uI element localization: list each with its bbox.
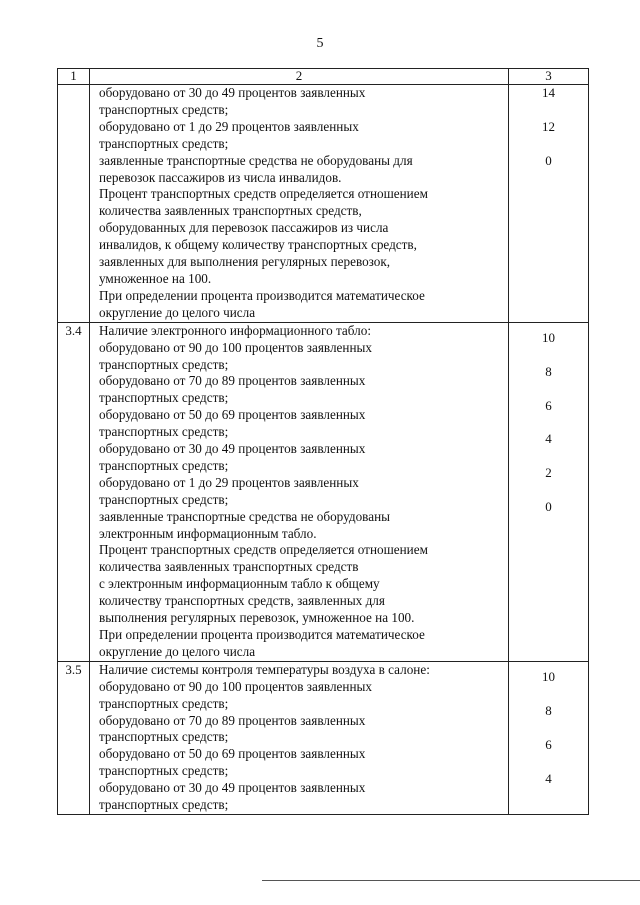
score-cell [509, 85, 589, 323]
row-number [58, 85, 90, 323]
text-line: оборудовано от 90 до 100 процентов заявленных [99, 678, 372, 694]
score-cell [509, 661, 589, 814]
score-value: 8 [545, 702, 552, 718]
text-line: округление до целого числа [99, 304, 256, 320]
score-value: 4 [545, 431, 552, 447]
row-number: 3.4 [58, 322, 90, 661]
text-line: оборудовано от 70 до 89 процентов заявленных [99, 712, 366, 728]
score-cell [509, 322, 589, 661]
text-line: Процент транспортных средств определяется отношением [99, 186, 428, 202]
text-line: транспортных средств; [99, 101, 229, 117]
score-value: 4 [545, 770, 552, 786]
header-col-2: 2 [90, 69, 509, 85]
text-line: транспортных средств; [99, 491, 229, 507]
criteria-table [57, 68, 589, 815]
text-line: транспортных средств; [99, 356, 229, 372]
text-line: транспортных средств; [99, 797, 229, 813]
text-line: количества заявленных транспортных средств [99, 559, 359, 575]
text-line: заявленных для выполнения регулярных перевозок, [99, 254, 391, 270]
score-value: 10 [542, 329, 555, 345]
text-line: округление до целого числа [99, 643, 256, 659]
header-col-1: 1 [58, 69, 90, 85]
score-value: 12 [542, 118, 555, 134]
criterion-text [90, 322, 509, 661]
text-line: транспортных средств; [99, 390, 229, 406]
text-line: транспортных средств; [99, 457, 229, 473]
table-row [58, 85, 589, 323]
text-line: оборудовано от 70 до 89 процентов заявленных [99, 373, 366, 389]
page-number: 5 [316, 36, 324, 51]
score-value: 8 [545, 363, 552, 379]
text-line: оборудовано от 50 до 69 процентов заявленных [99, 746, 366, 762]
row-number: 3.5 [58, 661, 90, 814]
score-value: 2 [545, 465, 552, 481]
score-value: 0 [545, 152, 552, 168]
text-line: Наличие системы контроля температуры воздуха в салоне: [99, 661, 430, 677]
criterion-text [90, 661, 509, 814]
score-value: 14 [542, 85, 555, 100]
text-line: перевозок пассажиров из числа инвалидов. [99, 169, 342, 185]
text-line: выполнения регулярных перевозок, умноженное на 100. [99, 610, 415, 626]
criterion-text [90, 85, 509, 323]
table-row [58, 322, 589, 661]
text-line: При определении процента производится математическое [99, 627, 425, 642]
table-row [58, 661, 589, 814]
text-line: количеству транспортных средств, заявленных для [99, 593, 385, 609]
text-line: оборудовано от 1 до 29 процентов заявленных [99, 474, 359, 490]
text-line: Процент транспортных средств определяется отношением [99, 542, 428, 558]
text-line: оборудованных для перевозок пассажиров из числа [99, 220, 389, 236]
text-line: транспортных средств; [99, 729, 229, 745]
text-line: умноженное на 100. [99, 270, 212, 286]
text-line: оборудовано от 50 до 69 процентов заявленных [99, 407, 366, 423]
text-line: оборудовано от 90 до 100 процентов заявленных [99, 339, 372, 355]
text-line: оборудовано от 30 до 49 процентов заявленных [99, 85, 366, 100]
text-line: электронным информационным табло. [99, 525, 317, 541]
score-value: 0 [545, 499, 552, 515]
text-line: При определении процента производится математическое [99, 287, 425, 303]
text-line: заявленные транспортные средства не оборудованы [99, 508, 390, 524]
text-line: оборудовано от 1 до 29 процентов заявленных [99, 118, 359, 134]
text-line: с электронным информационным табло к общему [99, 576, 380, 592]
text-line: транспортных средств; [99, 424, 229, 440]
page-bottom-rule [262, 880, 640, 881]
text-line: транспортных средств; [99, 763, 229, 779]
text-line: оборудовано от 30 до 49 процентов заявленных [99, 780, 366, 796]
text-line: инвалидов, к общему количеству транспортных средств, [99, 237, 417, 253]
score-value: 6 [545, 397, 552, 413]
text-line: транспортных средств; [99, 695, 229, 711]
text-line: транспортных средств; [99, 135, 229, 151]
header-col-3: 3 [509, 69, 589, 85]
score-value: 6 [545, 736, 552, 752]
text-line: оборудовано от 30 до 49 процентов заявленных [99, 441, 366, 457]
text-line: количества заявленных транспортных средств, [99, 203, 362, 219]
text-line: заявленные транспортные средства не оборудованы для [99, 152, 413, 168]
score-value: 10 [542, 668, 555, 684]
table-header-row [58, 69, 589, 85]
text-line: Наличие электронного информационного табло: [99, 322, 371, 338]
